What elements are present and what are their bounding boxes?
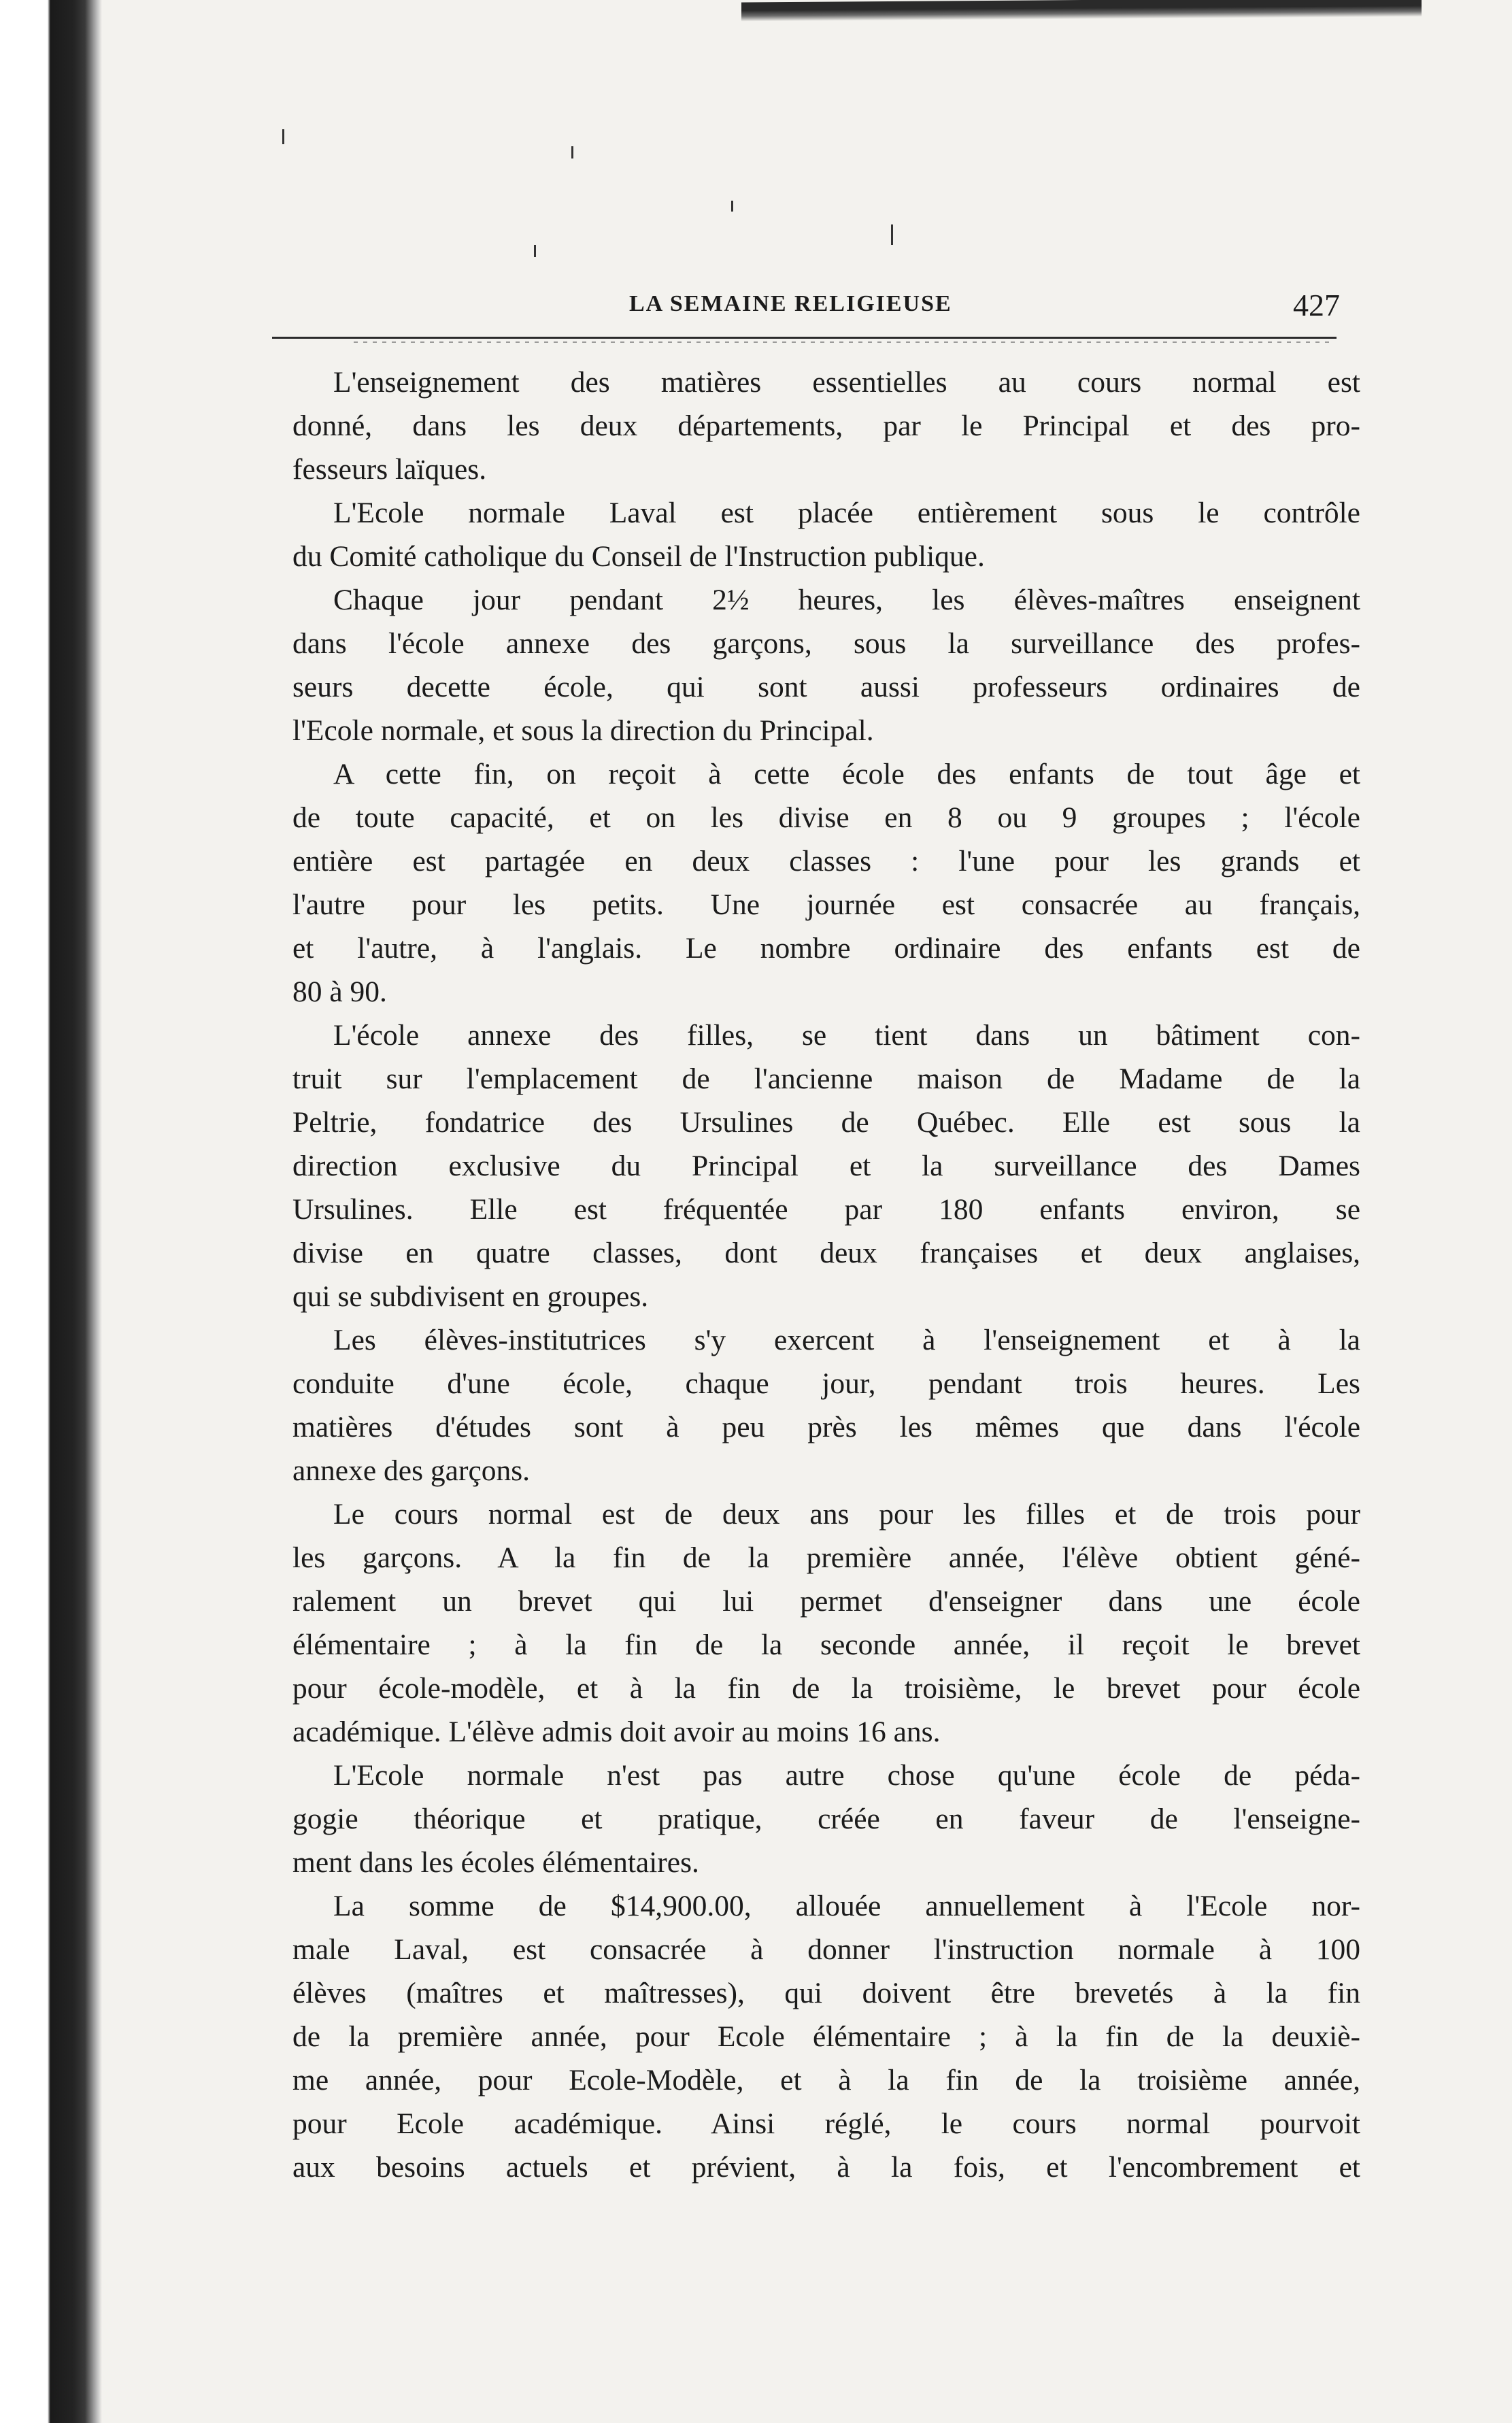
text-line: Chaque jour pendant 2½ heures, les élèves-maîtres enseignent [333,584,1360,616]
text-line: qui se subdivisent en groupes. [292,1280,649,1313]
text-line: L'enseignement des matières essentielles au cours normal est [333,366,1360,399]
text-line: L'école annexe des filles, se tient dans un bâtiment con- [333,1019,1360,1052]
text-line: Peltrie, fondatrice des Ursulines de Québec. Elle est sous la [292,1106,1360,1139]
page-number: 427 [1293,288,1340,322]
text-line: male Laval, est consacrée à donner l'instruction normale à 100 [292,1933,1360,1966]
ink-speck [282,129,284,144]
text-line: de toute capacité, et on les divise en 8 ou 9 groupes ; l'école [292,801,1360,834]
text-line: La somme de $14,900.00, allouée annuellement à l'Ecole nor- [333,1890,1360,1922]
paragraph-6 [292,1318,1360,1492]
text-line: ralement un brevet qui lui permet d'enseigner dans une école [292,1585,1360,1618]
text-line: 80 à 90. [292,975,387,1008]
text-line: seurs decette école, qui sont aussi professeurs ordinaires de [292,671,1360,703]
text-line: académique. L'élève admis doit avoir au moins 16 ans. [292,1716,941,1748]
text-line: aux besoins actuels et prévient, à la fois, et l'encombrement et [292,2151,1360,2184]
text-line: élémentaire ; à la fin de la seconde année, il reçoit le brevet [292,1628,1360,1661]
text-line: truit sur l'emplacement de l'ancienne maison de Madame de la [292,1063,1360,1095]
text-line: élèves (maîtres et maîtresses), qui doivent être brevetés à la fin [292,1977,1360,2009]
ink-speck [731,201,733,212]
running-title: LA SEMAINE RELIGIEUSE [629,291,952,316]
ink-speck [534,245,536,257]
text-line: L'Ecole normale n'est pas autre chose qu'une école de péda- [333,1759,1360,1792]
text-line: L'Ecole normale Laval est placée entièrement sous le contrôle [333,497,1360,529]
text-line: fesseurs laïques. [292,453,487,486]
paragraph-4 [292,752,1360,1014]
text-line: de la première année, pour Ecole élémentaire ; à la fin de la deuxiè- [292,2020,1360,2053]
text-line: Les élèves-institutrices s'y exercent à l'enseignement et à la [333,1324,1360,1356]
paragraph-1 [292,361,1360,491]
top-edge-mark [741,0,1422,21]
text-line: Ursulines. Elle est fréquentée par 180 enfants environ, se [292,1193,1360,1226]
paragraph-5 [292,1014,1360,1318]
text-line: donné, dans les deux départements, par le Principal et des pro- [292,410,1360,442]
paragraph-7 [292,1492,1360,1754]
text-line: les garçons. A la fin de la première année, l'élève obtient géné- [292,1541,1360,1574]
paragraph-8 [292,1754,1360,1884]
text-line: annexe des garçons. [292,1454,531,1487]
text-line: l'Ecole normale, et sous la direction du Principal. [292,714,874,747]
paragraph-9 [292,1884,1360,2189]
text-line: divise en quatre classes, dont deux françaises et deux anglaises, [292,1237,1360,1269]
paragraph-2 [292,491,1360,578]
text-line: ment dans les écoles élémentaires. [292,1846,699,1879]
text-line: conduite d'une école, chaque jour, pendant trois heures. Les [292,1367,1360,1400]
text-line: direction exclusive du Principal et la surveillance des Dames [292,1150,1360,1182]
page-header [292,287,1367,331]
paragraph-3 [292,578,1360,752]
text-line: me année, pour Ecole-Modèle, et à la fin de la troisième année, [292,2064,1360,2096]
text-line: l'autre pour les petits. Une journée est consacrée au français, [292,888,1360,921]
text-line: entière est partagée en deux classes : l'une pour les grands et [292,845,1360,878]
text-line: matières d'études sont à peu près les mêmes que dans l'école [292,1411,1360,1443]
ink-speck [891,224,893,245]
text-line: Le cours normal est de deux ans pour les filles et de trois pour [333,1498,1360,1531]
header-rule-dotted [354,341,1333,343]
ink-speck [571,146,573,158]
text-line: gogie théorique et pratique, créée en faveur de l'enseigne- [292,1803,1360,1835]
text-line: A cette fin, on reçoit à cette école des enfants de tout âge et [333,758,1360,790]
text-line: du Comité catholique du Conseil de l'Instruction publique. [292,540,985,573]
text-line: pour école-modèle, et à la fin de la troisième, le brevet pour école [292,1672,1360,1705]
body-text [292,361,1360,2189]
text-line: pour Ecole académique. Ainsi réglé, le cours normal pourvoit [292,2107,1360,2140]
text-line: dans l'école annexe des garçons, sous la surveillance des profes- [292,627,1360,660]
binding-shadow [0,0,102,2423]
header-rule [272,337,1337,339]
text-line: et l'autre, à l'anglais. Le nombre ordinaire des enfants est de [292,932,1360,965]
